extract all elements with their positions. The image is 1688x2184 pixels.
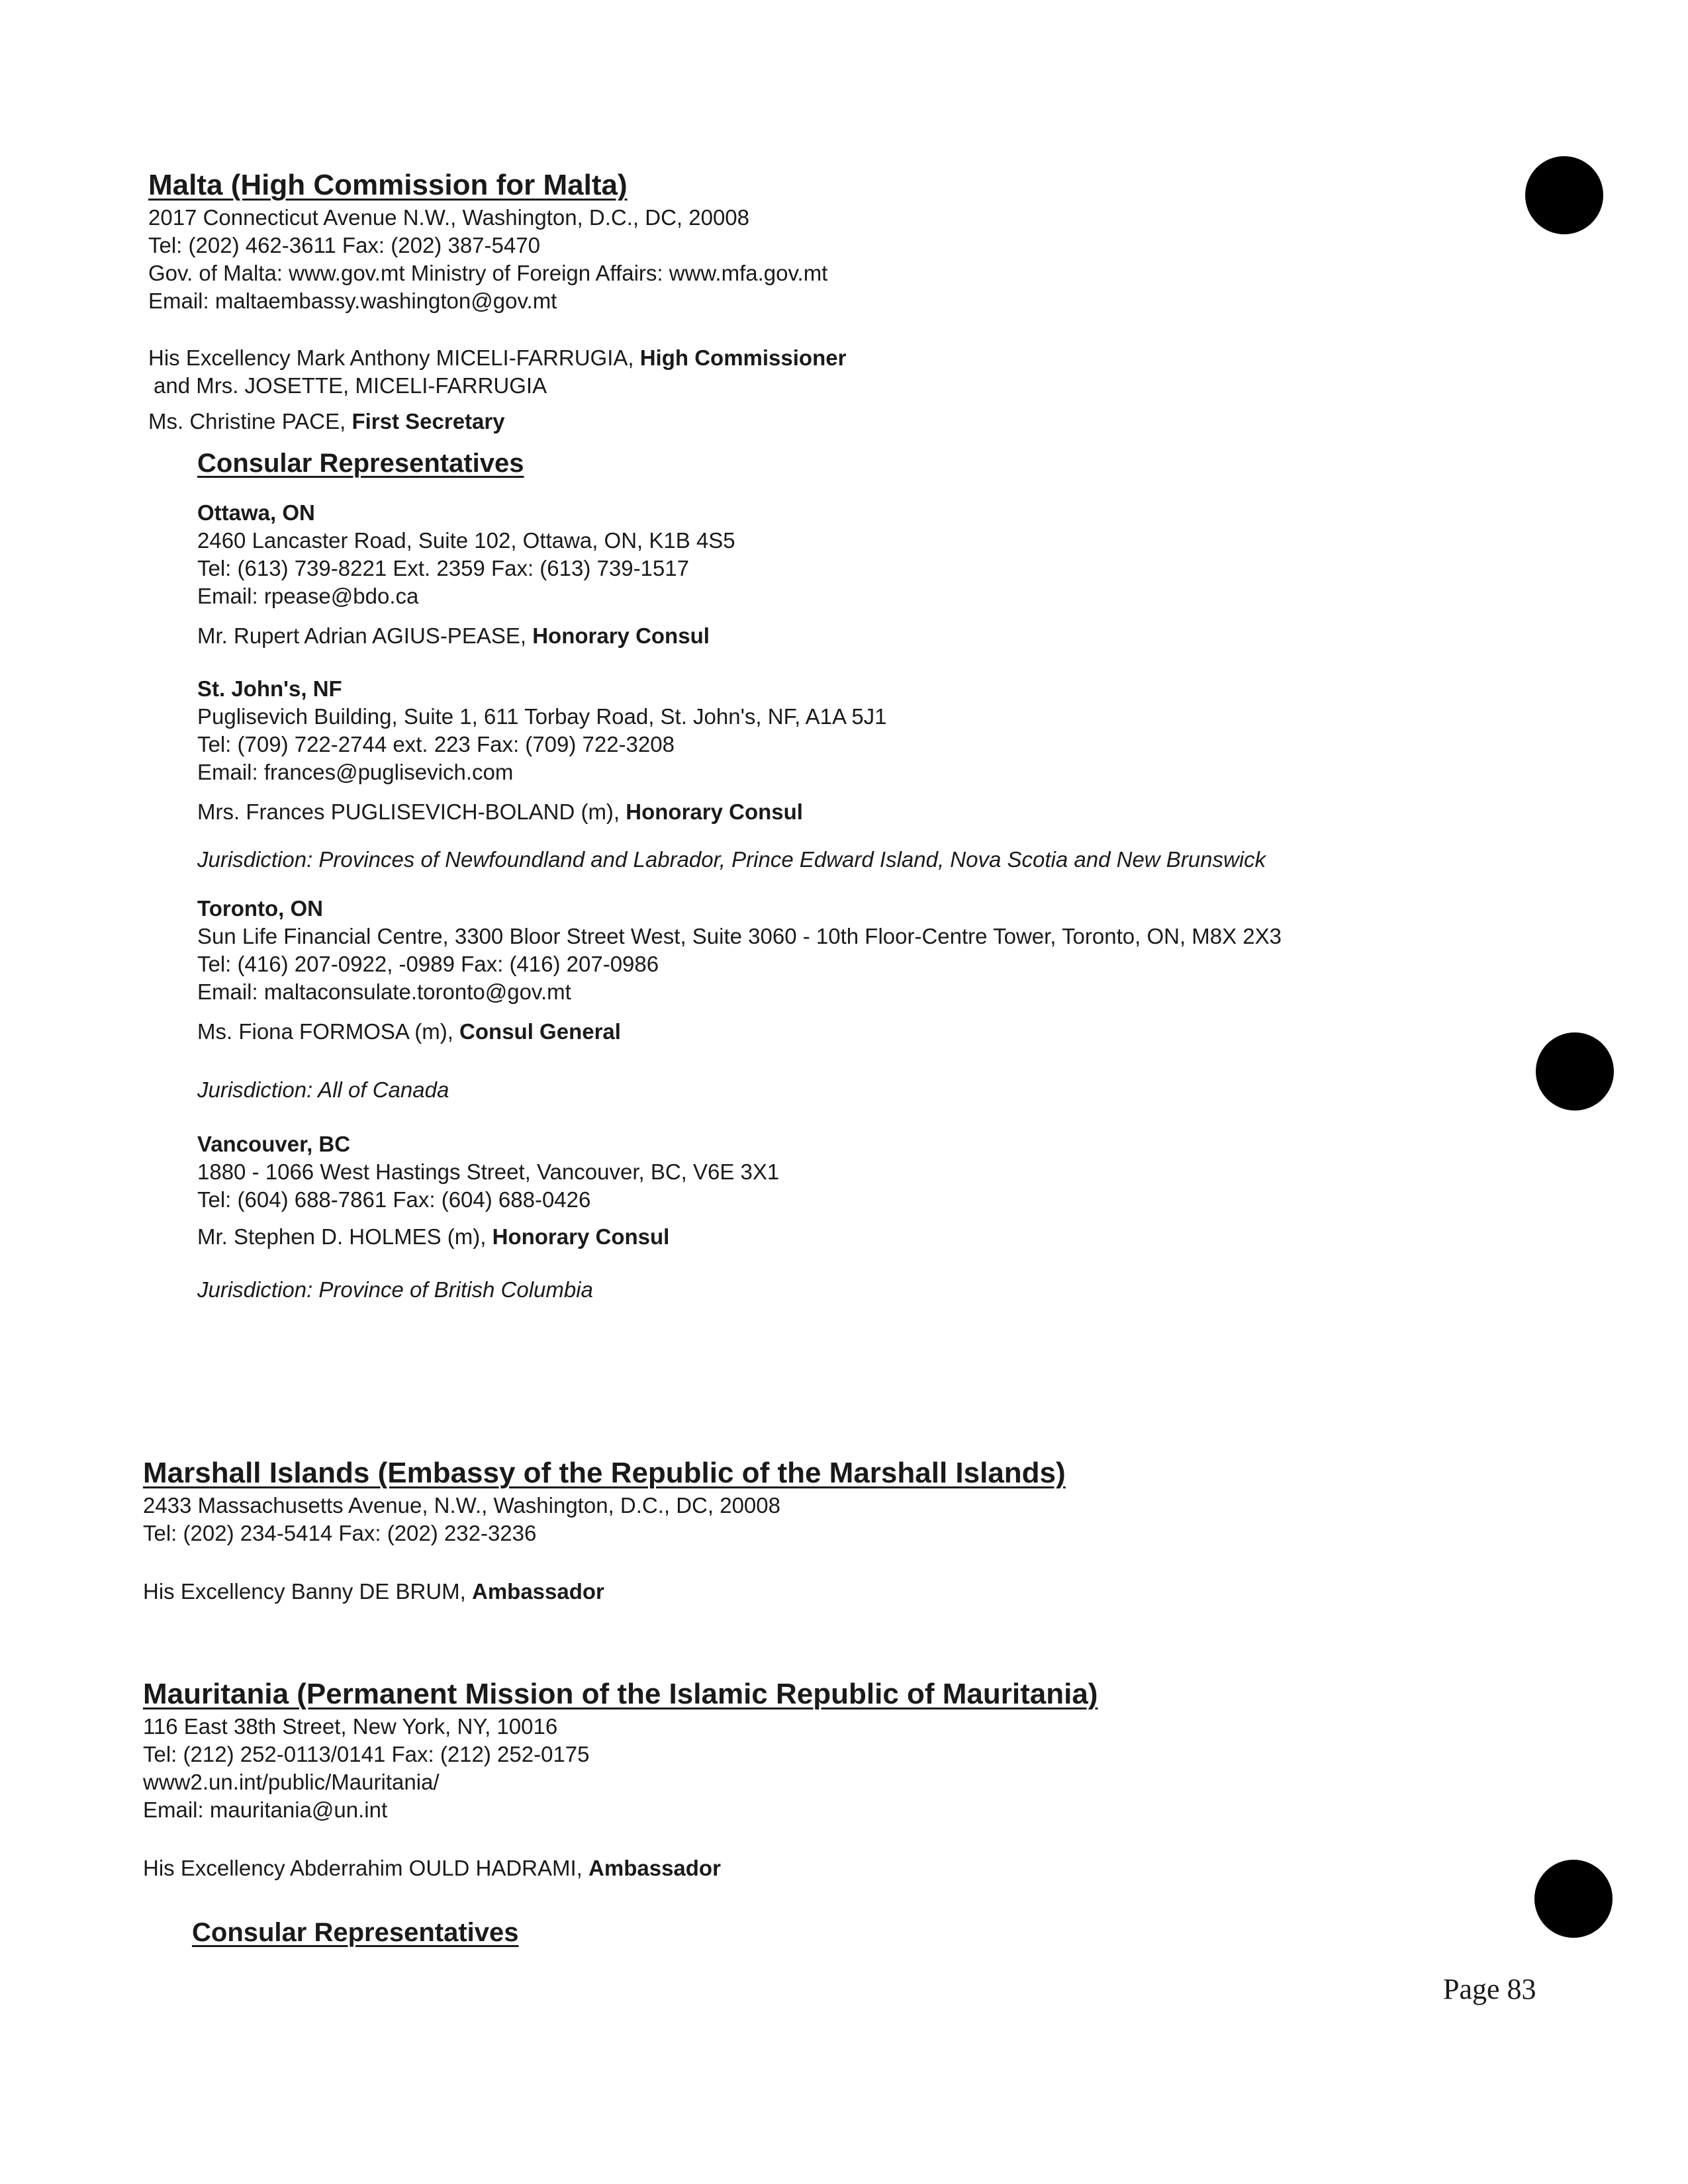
consulate-address: Sun Life Financial Centre, 3300 Bloor Street West, Suite 3060 - 10th Floor-Centre Tower, Toronto, ON, M8X 2X3 [197, 924, 1282, 948]
mauritania-consular-block [192, 1917, 1533, 1948]
malta-official-1: His Excellency Mark Anthony MICELI-FARRUGIA, High Commissioner [148, 345, 847, 370]
malta-address: 2017 Connecticut Avenue N.W., Washington, D.C., DC, 20008 [148, 205, 749, 230]
mauritania-email: Email: mauritania@un.int [143, 1797, 388, 1822]
consulate-phone: Tel: (604) 688-7861 Fax: (604) 688-0426 [197, 1187, 591, 1212]
consulate-jurisdiction: Jurisdiction: Provinces of Newfoundland and Labrador, Prince Edward Island, Nova Scotia and New Brunswick [197, 847, 1266, 872]
consulate-phone: Tel: (709) 722-2744 ext. 223 Fax: (709) 722-3208 [197, 732, 675, 756]
consulate-phone: Tel: (416) 207-0922, -0989 Fax: (416) 207-0986 [197, 952, 659, 976]
consulate-email: Email: rpease@bdo.ca [197, 584, 419, 608]
consulate-address: 2460 Lancaster Road, Suite 102, Ottawa, ON, K1B 4S5 [197, 528, 735, 553]
marshall-official: His Excellency Banny DE BRUM, Ambassador [143, 1579, 604, 1604]
mauritania-address: 116 East 38th Street, New York, NY, 10016 [143, 1714, 558, 1739]
section-title-marshall-islands: Marshall Islands (Embassy of the Republic of the Marshall Islands) [143, 1457, 1066, 1489]
consulate-email: Email: frances@puglisevich.com [197, 760, 514, 784]
malta-official-2: and Mrs. JOSETTE, MICELI-FARRUGIA [154, 373, 547, 398]
consulate-person: Mr. Rupert Adrian AGIUS-PEASE, Honorary Consul [197, 623, 710, 648]
consulate-city: St. John's, NF [197, 676, 342, 701]
consulate-city: Ottawa, ON [197, 500, 315, 525]
marshall-address: 2433 Massachusetts Avenue, N.W., Washington, D.C., DC, 20008 [143, 1493, 780, 1518]
page-number: Page 83 [1443, 1973, 1536, 2005]
consulate-jurisdiction: Jurisdiction: Province of British Columbia [197, 1277, 593, 1302]
consulate-person: Ms. Fiona FORMOSA (m), Consul General [197, 1019, 621, 1044]
malta-consular-block [197, 447, 1538, 1304]
punch-hole-middle [1536, 1032, 1614, 1111]
malta-email: Email: maltaembassy.washington@gov.mt [148, 289, 557, 313]
marshall-phone: Tel: (202) 234-5414 Fax: (202) 232-3236 [143, 1521, 537, 1545]
section-mauritania [143, 1677, 1533, 1948]
mauritania-website: www2.un.int/public/Mauritania/ [143, 1770, 440, 1794]
section-title-malta: Malta (High Commission for Malta) [148, 169, 628, 201]
section-marshall-islands [143, 1456, 1533, 1606]
consulate-phone: Tel: (613) 739-8221 Ext. 2359 Fax: (613) 739-1517 [197, 556, 689, 580]
malta-phone: Tel: (202) 462-3611 Fax: (202) 387-5470 [148, 233, 540, 257]
section-malta [148, 168, 1538, 1304]
punch-hole-bottom [1534, 1860, 1613, 1938]
malta-websites: Gov. of Malta: www.gov.mt Ministry of Foreign Affairs: www.mfa.gov.mt [148, 261, 828, 285]
mauritania-phone: Tel: (212) 252-0113/0141 Fax: (212) 252-0175 [143, 1742, 590, 1766]
consulate-address: 1880 - 1066 West Hastings Street, Vancouver, BC, V6E 3X1 [197, 1160, 780, 1184]
consular-heading: Consular Representatives [197, 449, 524, 478]
malta-official-3: Ms. Christine PACE, First Secretary [148, 409, 505, 433]
consulate-city: Toronto, ON [197, 896, 324, 921]
consulate-person: Mr. Stephen D. HOLMES (m), Honorary Consul [197, 1224, 670, 1249]
consulate-address: Puglisevich Building, Suite 1, 611 Torbay Road, St. John's, NF, A1A 5J1 [197, 704, 887, 729]
consulate-city: Vancouver, BC [197, 1132, 351, 1156]
consulate-jurisdiction: Jurisdiction: All of Canada [197, 1077, 449, 1102]
consulate-email: Email: maltaconsulate.toronto@gov.mt [197, 979, 571, 1004]
section-title-mauritania: Mauritania (Permanent Mission of the Islamic Republic of Mauritania) [143, 1678, 1098, 1710]
consular-heading: Consular Representatives [192, 1918, 519, 1947]
consulate-person: Mrs. Frances PUGLISEVICH-BOLAND (m), Honorary Consul [197, 799, 803, 824]
mauritania-official: His Excellency Abderrahim OULD HADRAMI, Ambassador [143, 1856, 721, 1880]
